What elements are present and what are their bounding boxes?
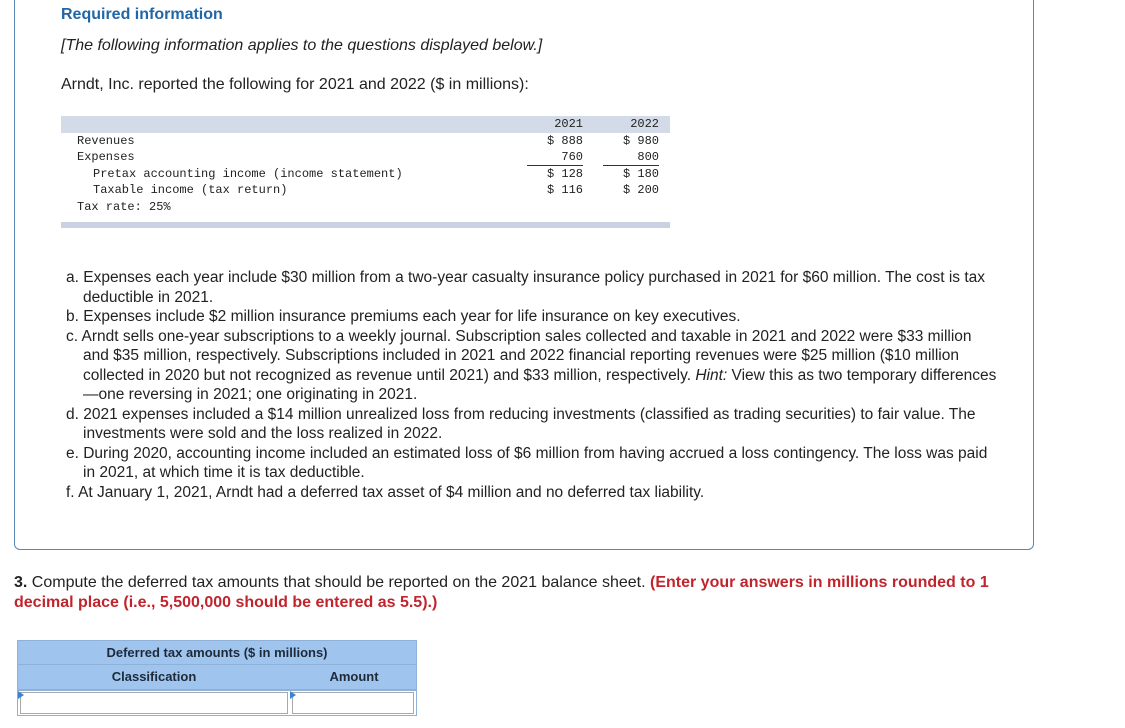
classification-select[interactable] <box>20 692 288 714</box>
question-text: Compute the deferred tax amounts that should be reported on the 2021 balance sheet. <box>31 574 646 591</box>
value-2022: $ 980 <box>622 133 659 148</box>
note-c-text: c. Arndt sells one-year subscriptions to a weekly journal. Subscription sales collected and taxable in 2021 and 2022 were $33 million and $35 million, respectively. Subscriptions included in 2021 and 2022 financial reporting revenues were $25 million ($10 million collected in 2020 but not recognized as revenue until 2021) and $33 million, respectively. <box>66 327 972 384</box>
amount-input[interactable] <box>292 692 414 714</box>
question-instruction: (Enter your answers in millions rounded to 1 decimal place (i.e., 5,500,000 should be entered as 5.5).) <box>14 574 989 611</box>
required-info-title: Required information <box>61 6 223 23</box>
row-tax-rate <box>61 199 670 216</box>
row-label: Taxable income (tax return) <box>93 183 288 197</box>
value-2022: $ 180 <box>622 166 659 181</box>
header-2022: 2022 <box>630 117 659 131</box>
applies-note: [The following information applies to the questions displayed below.] <box>61 37 543 54</box>
answer-row <box>17 690 417 716</box>
note-a: a. Expenses each year include $30 million from a two-year casualty insurance policy purchased in 2021 for $60 million. The cost is tax deductible in 2021. <box>66 269 985 306</box>
value-2021: $ 888 <box>546 133 583 148</box>
financial-table <box>61 116 670 215</box>
row-expenses <box>61 149 670 166</box>
row-taxable-income <box>61 182 670 199</box>
value-2022: 800 <box>603 149 659 166</box>
note-d: d. 2021 expenses included a $14 million unrealized loss from reducing investments (classified as trading securities) to fair value. The investments were sold and the loss realized in 2022. <box>66 405 976 442</box>
row-pretax-income <box>61 166 670 183</box>
financial-header-row <box>61 116 670 133</box>
value-2021: $ 116 <box>546 183 583 197</box>
row-revenues <box>61 133 670 150</box>
answer-table-title: Deferred tax amounts ($ in millions) <box>17 640 417 665</box>
intro-text: Arndt, Inc. reported the following for 2021 and 2022 ($ in millions): <box>61 76 529 93</box>
question-number: 3. <box>14 574 28 591</box>
dropdown-marker-icon <box>290 691 296 699</box>
note-c <box>66 327 1001 405</box>
tax-rate-label: Tax rate: 25% <box>77 199 171 214</box>
note-c-hint-label: Hint: <box>695 366 728 384</box>
row-label: Revenues <box>77 133 135 148</box>
value-2021: 760 <box>527 149 583 166</box>
note-f: f. At January 1, 2021, Arndt had a deferred tax asset of $4 million and no deferred tax liability. <box>66 483 705 501</box>
note-e: e. During 2020, accounting income included an estimated loss of $6 million from having accrued a loss contingency. The loss was paid in 2021, at which time it is tax deductible. <box>66 444 988 481</box>
table-bottom-bar <box>61 222 670 228</box>
header-2021: 2021 <box>554 117 583 131</box>
row-label: Expenses <box>77 150 135 164</box>
note-b: b. Expenses include $2 million insurance premiums each year for life insurance on key executives. <box>66 308 741 325</box>
amount-header: Amount <box>329 669 379 684</box>
note-c-hint-text: View this as two temporary differences—one reversing in 2021; one originating in 2021. <box>83 366 997 403</box>
question-3 <box>14 573 1044 613</box>
row-label: Pretax accounting income (income statement) <box>93 166 403 181</box>
notes-list <box>66 268 1001 502</box>
classification-header: Classification <box>111 669 197 684</box>
dropdown-marker-icon <box>18 691 24 699</box>
value-2022: $ 200 <box>622 183 659 197</box>
value-2021: $ 128 <box>546 166 583 181</box>
answer-table-header <box>17 665 417 690</box>
